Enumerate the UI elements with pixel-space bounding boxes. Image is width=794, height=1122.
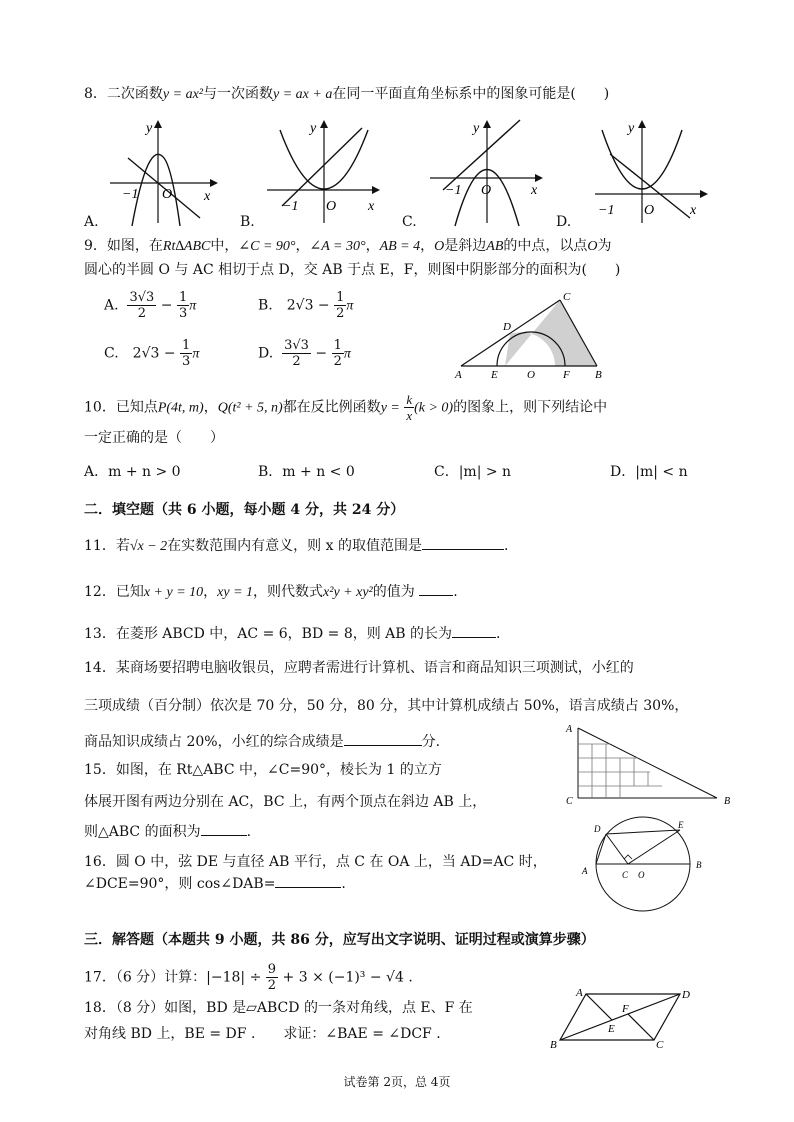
- svg-text:A: A: [455, 369, 462, 381]
- svg-text:A: A: [582, 866, 588, 876]
- q9-stem-line1: 9．如图，在Rt∆ABC中，∠C = 90°，∠A = 30°，AB = 4，O是斜边AB的中点，以点O为: [84, 238, 612, 254]
- svg-text:O: O: [638, 870, 645, 880]
- q14-answer-blank[interactable]: [344, 745, 422, 746]
- q10-option-d[interactable]: D．|m| < n: [610, 464, 688, 480]
- q18-figure: [548, 984, 698, 1054]
- q18-line2: 对角线 BD 上，BE = DF . 求证：∠BAE = ∠DCF .: [84, 1026, 441, 1042]
- q16-answer-blank[interactable]: [275, 887, 341, 888]
- q9-option-a[interactable]: A. $\frac{3√3}{2}$ − $\frac{1}{3}$ π: [104, 290, 197, 321]
- svg-text:A: A: [566, 724, 573, 735]
- svg-text:B: B: [724, 796, 731, 807]
- svg-text:y: y: [310, 121, 317, 136]
- svg-text:−1: −1: [445, 183, 462, 198]
- q16-line2: ∠DCE=90°，则 cos∠DAB= .: [84, 876, 346, 892]
- q10-stem-line1: 10．已知点P(4t, m)，Q(t² + 5, n)都在反比例函数y = $\frac{k}{x}$ (k > 0)的图象上，则下列结论中: [84, 392, 608, 423]
- q15-line2: 体展开图有两边分别在 AC，BC 上，有两个顶点在斜边 AB 上，: [84, 794, 487, 810]
- svg-text:B: B: [696, 860, 702, 870]
- q16-line1: 16．圆 O 中，弦 DE 与直径 AB 平行，点 C 在 OA 上，当 AD=AC 时，: [84, 854, 547, 870]
- section-3-title: 三．解答题（本题共 9 小题，共 86 分，应写出文字说明、证明过程或演算步骤）: [84, 932, 595, 948]
- q16-figure: [576, 818, 716, 914]
- svg-text:D: D: [503, 321, 511, 333]
- svg-text:D: D: [682, 989, 690, 1001]
- svg-text:C: C: [566, 796, 573, 807]
- svg-text:y: y: [473, 121, 480, 136]
- q14-line2: 三项成绩（百分制）依次是 70 分，50 分，80 分，其中计算机成绩占 50%，语言成绩占 30%，: [84, 698, 689, 714]
- svg-text:F: F: [622, 1003, 629, 1015]
- q14-line3: 商品知识成绩占 20%，小红的综合成绩是 分.: [84, 734, 441, 750]
- q15-line3: 则△ABC 的面积为 .: [84, 824, 252, 840]
- q18-line1: 18．（8 分）如图，BD 是▱ABCD 的一条对角线，点 E、F 在: [84, 1000, 473, 1016]
- svg-text:x: x: [531, 183, 538, 198]
- svg-text:O: O: [481, 183, 492, 198]
- q8-stem: 8．二次函数y = ax²与一次函数y = ax + a在同一平面直角坐标系中的图象可能是( ): [84, 86, 610, 102]
- q9-option-d[interactable]: D. $\frac{3√3}{2}$ − $\frac{1}{2}$ π: [258, 338, 351, 369]
- q9-stem-line2: 圆心的半圆 O 与 AC 相切于点 D，交 AB 于点 E，F，则图中阴影部分的面积为( ): [84, 262, 621, 278]
- q8-graph-d: [590, 118, 720, 228]
- q10-option-b[interactable]: B．m + n < 0: [258, 464, 355, 480]
- q12-answer-blank[interactable]: [419, 595, 453, 596]
- q15-line1: 15．如图，在 Rt△ABC 中，∠C=90°，棱长为 1 的立方: [84, 762, 442, 778]
- svg-text:E: E: [608, 1023, 615, 1035]
- q8-option-c[interactable]: C.: [402, 214, 417, 230]
- q13: 13．在菱形 ABCD 中，AC = 6，BD = 8，则 AB 的长为 .: [84, 626, 501, 642]
- q8-option-b[interactable]: B.: [240, 214, 255, 230]
- svg-text:E: E: [491, 369, 498, 381]
- q12: 12．已知x + y = 10，xy = 1，则代数式x²y + xy²的值为 .: [84, 584, 458, 600]
- svg-text:D: D: [594, 824, 601, 834]
- q8-graph-c: [425, 118, 555, 228]
- svg-text:B: B: [550, 1039, 557, 1051]
- q15-figure: [562, 722, 742, 812]
- svg-text:x: x: [690, 203, 697, 218]
- svg-text:O: O: [162, 187, 173, 202]
- svg-text:O: O: [527, 369, 535, 381]
- q14-line1: 14．某商场要招聘电脑收银员，应聘者需进行计算机、语言和商品知识三项测试，小红的: [84, 660, 634, 676]
- svg-text:y: y: [146, 121, 153, 136]
- q13-answer-blank[interactable]: [452, 637, 496, 638]
- svg-text:−1: −1: [122, 187, 139, 202]
- q17: 17．（6 分）计算：|−18| ÷ $\frac{9}{2}$ + 3 × (−1)³ − √4 .: [84, 962, 413, 993]
- q11: 11．若√x − 2在实数范围内有意义，则 x 的取值范围是 .: [84, 538, 509, 554]
- svg-text:−1: −1: [598, 203, 615, 218]
- svg-text:x: x: [204, 189, 211, 204]
- q10-option-c[interactable]: C．|m| > n: [434, 464, 512, 480]
- q8-graph-b: [262, 118, 392, 228]
- q10-option-a[interactable]: A．m + n > 0: [84, 464, 181, 480]
- section-2-title: 二．填空题（共 6 小题，每小题 4 分，共 24 分）: [84, 502, 405, 518]
- svg-text:A: A: [576, 987, 583, 999]
- svg-text:C: C: [563, 291, 571, 303]
- q8-option-a[interactable]: A.: [84, 214, 99, 230]
- q9-figure: [455, 290, 605, 380]
- q9-option-b[interactable]: B. 2√3 − $\frac{1}{2}$ π: [258, 290, 354, 321]
- svg-text:C: C: [656, 1039, 664, 1051]
- svg-text:B: B: [595, 369, 602, 381]
- q8-option-d[interactable]: D.: [556, 214, 572, 230]
- svg-text:O: O: [326, 199, 337, 214]
- q11-answer-blank[interactable]: [422, 549, 504, 550]
- svg-text:−1: −1: [282, 199, 299, 214]
- q10-stem-line2: 一定正确的是（ ）: [84, 430, 224, 446]
- svg-text:E: E: [678, 820, 684, 830]
- q9-option-c[interactable]: C. 2√3 − $\frac{1}{3}$ π: [104, 338, 200, 369]
- svg-text:F: F: [563, 369, 570, 381]
- svg-text:y: y: [628, 121, 635, 136]
- svg-text:x: x: [368, 199, 375, 214]
- svg-text:C: C: [622, 870, 629, 880]
- page-footer: 试卷第 2页，总 4页: [343, 1075, 451, 1089]
- svg-text:O: O: [644, 203, 655, 218]
- q15-answer-blank[interactable]: [201, 835, 247, 836]
- q8-graph-a: [100, 118, 230, 228]
